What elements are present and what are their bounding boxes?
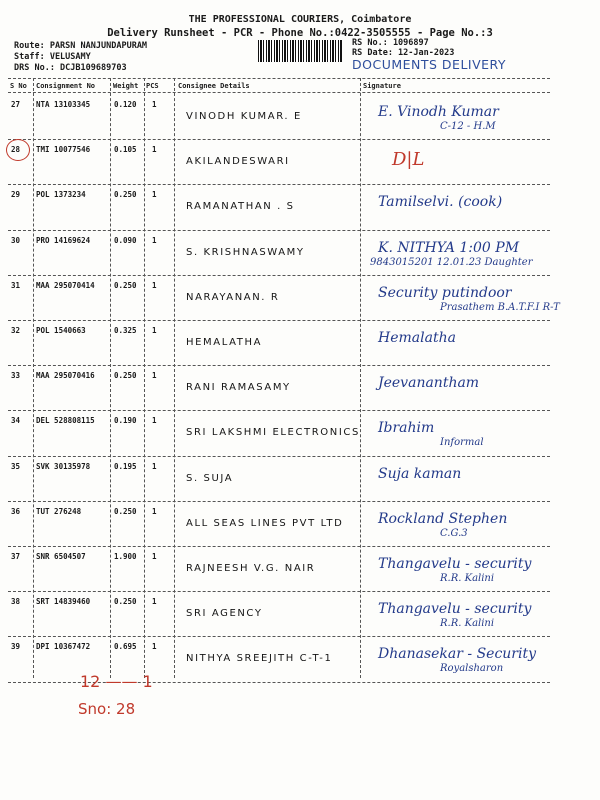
company-title: THE PROFESSIONAL COURIERS, Coimbatore — [188, 14, 412, 25]
row-consignee-name: HEMALATHA — [186, 337, 263, 348]
row-signature: Tamilselvi. (cook) — [378, 194, 503, 211]
row-signature: Thangavelu - security — [378, 601, 532, 618]
row-weight: 0.090 — [114, 235, 137, 245]
row-sno: 35 — [11, 461, 21, 471]
row-pcs: 1 — [152, 597, 157, 607]
row-weight: 0.250 — [114, 506, 137, 516]
table-top-rule — [8, 78, 550, 79]
row-weight: 0.695 — [114, 642, 137, 652]
row-pcs: 1 — [152, 506, 157, 516]
row-sno: 39 — [11, 642, 21, 652]
row-signature: Rockland Stephen — [378, 510, 508, 527]
row-divider — [8, 501, 550, 502]
row-signature: Hemalatha — [378, 330, 456, 346]
row-signature-note: R.R. Kalini — [440, 573, 495, 584]
row-sno: 34 — [11, 416, 21, 426]
row-weight: 0.250 — [114, 597, 137, 607]
documents-delivery-stamp: DOCUMENTS DELIVERY — [352, 57, 507, 72]
col-header-consignee: Consignee Details — [178, 82, 250, 90]
row-sno: 27 — [11, 100, 21, 109]
row-pcs: 1 — [152, 326, 157, 335]
row-consignee-name: RAMANATHAN . S — [186, 201, 295, 213]
row-sno: 29 — [11, 190, 21, 200]
row-divider — [8, 410, 550, 411]
sno-circle-mark — [6, 139, 30, 161]
row-signature: Security putindoor — [378, 284, 512, 301]
row-sno: 32 — [11, 326, 21, 335]
row-consignment-no: SRT 14839460 — [36, 597, 91, 607]
route-label: Route: PARSN NANJUNDAPURAM — [14, 41, 148, 51]
staff-label: Staff: VELUSAMY — [14, 52, 91, 62]
rs-number: RS No.: 1096897 — [352, 38, 429, 48]
handwritten-count: 12 —— 1 — [80, 672, 153, 691]
row-sno: 33 — [11, 371, 21, 381]
row-divider — [8, 546, 550, 547]
row-weight: 0.325 — [114, 326, 137, 335]
row-sno: 36 — [11, 506, 21, 516]
row-divider — [8, 184, 550, 185]
runsheet-title: Delivery Runsheet - PCR - Phone No.:0422-3505555 - Page No.:3 — [107, 27, 493, 39]
row-signature: Thangavelu - security — [378, 556, 532, 572]
row-consignment-no: DEL 528808115 — [36, 416, 95, 426]
row-pcs: 1 — [152, 145, 157, 155]
row-consignee-name: NARAYANAN. R — [186, 291, 280, 303]
row-consignment-no: POL 1540663 — [36, 326, 86, 335]
col-divider — [33, 78, 34, 678]
row-signature-note: Informal — [440, 437, 484, 449]
barcode — [258, 40, 342, 62]
row-consignee-name: S. SUJA — [186, 472, 234, 484]
row-pcs: 1 — [152, 100, 157, 109]
col-divider — [110, 78, 111, 678]
row-consignment-no: TMI 10077546 — [36, 145, 91, 155]
row-divider — [8, 365, 550, 366]
row-consignment-no: MAA 295070414 — [36, 280, 95, 290]
col-header-consignment: Consignment No — [36, 82, 96, 90]
col-divider — [144, 78, 145, 678]
row-signature: D|L — [392, 149, 425, 171]
row-divider — [8, 456, 550, 457]
row-consignment-no: SNR 6504507 — [36, 552, 86, 561]
row-divider — [8, 636, 550, 637]
row-consignee-name: RAJNEESH V.G. NAIR — [186, 563, 316, 574]
handwritten-sno: Sno: 28 — [78, 700, 136, 718]
row-consignee-name: SRI AGENCY — [186, 608, 263, 620]
row-signature: Ibrahim — [378, 420, 435, 437]
row-weight: 1.900 — [114, 552, 137, 561]
row-divider — [8, 139, 550, 140]
row-weight: 0.250 — [114, 371, 137, 381]
col-header-weight: Weight — [113, 82, 139, 90]
col-divider — [174, 78, 175, 678]
row-pcs: 1 — [152, 280, 157, 290]
row-signature-note: C-12 - H.M — [440, 121, 496, 132]
row-sno: 30 — [11, 235, 21, 245]
row-sno: 31 — [11, 280, 21, 290]
row-consignment-no: DPI 10367472 — [36, 642, 91, 652]
row-sno: 38 — [11, 597, 21, 607]
row-pcs: 1 — [152, 190, 157, 200]
row-divider — [8, 230, 550, 231]
row-signature: Jeevanantham — [378, 375, 480, 392]
row-consignee-name: ALL SEAS LINES PVT LTD — [186, 517, 344, 529]
drs-number: DRS No.: DCJB109689703 — [14, 63, 127, 73]
row-weight: 0.250 — [114, 190, 137, 200]
row-pcs: 1 — [152, 642, 157, 652]
col-header-pcs: PCS — [146, 82, 159, 90]
row-weight: 0.250 — [114, 280, 137, 290]
row-consignee-name: AKILANDESWARI — [186, 156, 290, 168]
row-consignee-name: S. KRISHNASWAMY — [186, 246, 305, 258]
row-consignee-name: NITHYA SREEJITH C-T-1 — [186, 653, 333, 665]
row-divider — [8, 320, 550, 321]
row-divider — [8, 591, 550, 592]
row-weight: 0.120 — [114, 100, 137, 109]
row-pcs: 1 — [152, 416, 157, 426]
row-pcs: 1 — [152, 235, 157, 245]
col-divider — [360, 78, 361, 678]
row-consignee-name: RANI RAMASAMY — [186, 382, 291, 394]
rs-date: RS Date: 12-Jan-2023 — [352, 48, 455, 58]
row-signature-note: 9843015201 12.01.23 Daughter — [370, 256, 533, 268]
row-weight: 0.105 — [114, 145, 137, 155]
row-weight: 0.190 — [114, 416, 137, 426]
row-consignment-no: TUT 276248 — [36, 506, 82, 516]
row-signature: K. NITHYA 1:00 PM — [378, 239, 520, 256]
row-consignment-no: NTA 13103345 — [36, 100, 91, 109]
row-pcs: 1 — [152, 461, 157, 471]
row-signature: Dhanasekar - Security — [378, 646, 537, 663]
col-header-sno: S No — [10, 82, 27, 90]
row-sno: 28 — [11, 145, 21, 155]
row-signature-note: R.R. Kalini — [440, 618, 495, 630]
row-consignment-no: MAA 295070416 — [36, 371, 95, 381]
row-signature-note: Prasathem B.A.T.F.I R-T — [440, 301, 560, 313]
row-signature-note: Royalsharon — [440, 663, 504, 675]
row-consignment-no: POL 1373234 — [36, 190, 86, 200]
row-consignee-name: VINODH KUMAR. E — [186, 111, 302, 122]
col-header-signature: Signature — [363, 82, 401, 90]
row-pcs: 1 — [152, 371, 157, 381]
row-signature: Suja kaman — [378, 465, 462, 482]
row-signature-note: C.G.3 — [440, 527, 468, 539]
row-consignment-no: PRO 14169624 — [36, 235, 91, 245]
row-signature: E. Vinodh Kumar — [378, 104, 499, 120]
row-divider — [8, 275, 550, 276]
row-weight: 0.195 — [114, 461, 137, 471]
row-consignment-no: SVK 30135978 — [36, 461, 91, 471]
row-pcs: 1 — [152, 552, 157, 561]
row-sno: 37 — [11, 552, 21, 561]
row-consignee-name: SRI LAKSHMI ELECTRONICS — [186, 427, 360, 439]
header-rule — [8, 92, 550, 93]
